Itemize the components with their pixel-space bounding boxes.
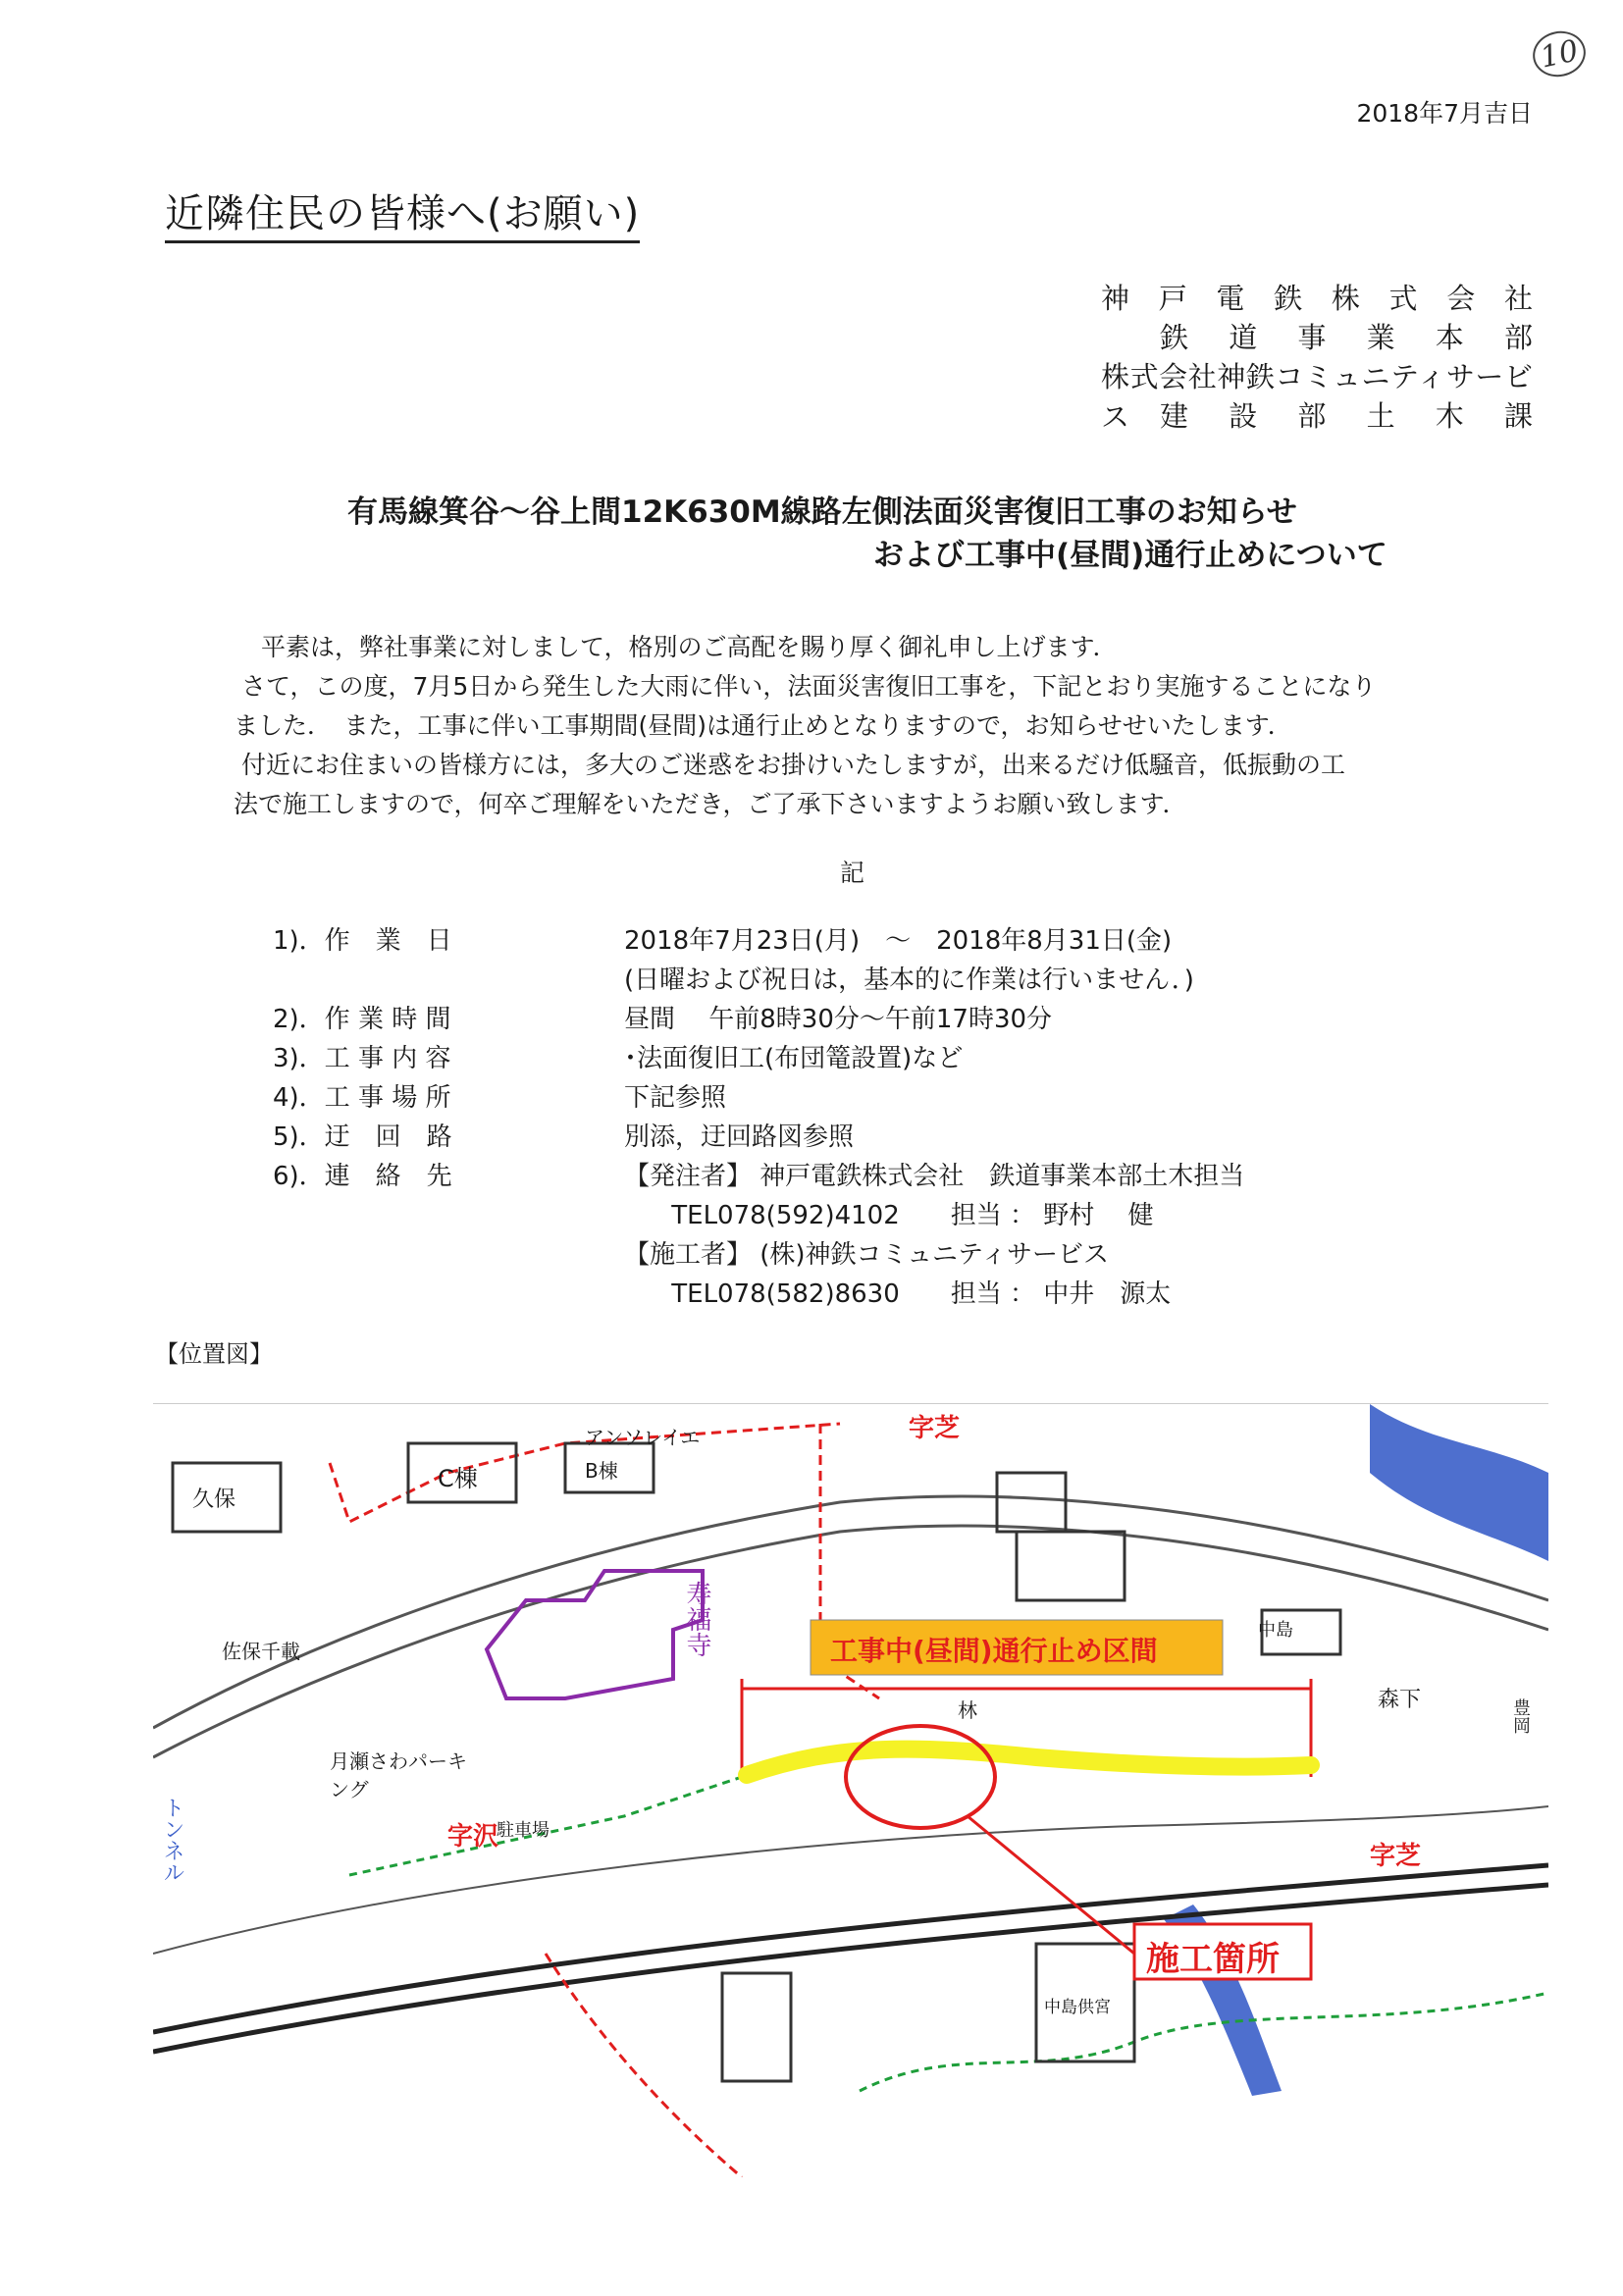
item-value: 下記参照 [624, 1083, 727, 1113]
temple-building [487, 1571, 703, 1698]
place-toyooka: 豊岡 [1510, 1698, 1531, 1734]
road-middle [153, 1806, 1548, 1954]
green-line [860, 1993, 1548, 2091]
item-value: 【施工者】 (株)神鉄コミュニティサービス [624, 1240, 1109, 1270]
site-label: 施工箇所 [1146, 1940, 1280, 1979]
salutation-heading: 近隣住民の皆様へ(お願い) [165, 183, 640, 243]
page-number-stamp: 10 [1529, 26, 1590, 81]
place-tunnel: トンネル [160, 1797, 184, 1883]
item-value: 【発注者】 神戸電鉄株式会社 鉄道事業本部土木担当 [624, 1162, 1245, 1191]
place-parking-tsukigase: 月瀬さわパーキング [330, 1749, 467, 1801]
document-date: 2018年7月吉日 [1356, 99, 1533, 128]
place-ansoleil: アンソレイエ [585, 1426, 701, 1449]
notice-title-line2: および工事中(昼間)通行止めについて [873, 538, 1387, 573]
railway-line [153, 1885, 1548, 2052]
place-aza-sawa: 字沢 [447, 1822, 499, 1852]
building [997, 1473, 1066, 1532]
item-label: 3)．工 事 内 容 [273, 1044, 451, 1073]
building [1017, 1532, 1125, 1600]
place-aza-shiba-top: 字芝 [909, 1414, 961, 1443]
place-temple: 寿福寺 [682, 1581, 711, 1657]
item-value: (日曜および祝日は，基本的に作業は行いません．) [624, 965, 1194, 995]
place-sahochitose: 佐保千載 [222, 1640, 300, 1663]
sender-subsidiary: 株式会社神鉄コミュニティサービス [1101, 360, 1533, 434]
place-nakajima2: 中島供宮 [1044, 1998, 1111, 2017]
place-morishita: 森下 [1378, 1688, 1422, 1712]
item-value: 別添，迂回路図参照 [624, 1122, 855, 1152]
river-top [1370, 1404, 1548, 1561]
sender-division: 鉄道事業本部 [1160, 321, 1533, 354]
location-map [153, 1403, 1548, 2177]
closure-label: 工事中(昼間)通行止め区間 [830, 1635, 1158, 1667]
item-label: 6)．連 絡 先 [273, 1162, 452, 1191]
item-value: 昼間 午前8時30分〜午前17時30分 [624, 1005, 1053, 1034]
place-nakajima: 中島 [1258, 1620, 1293, 1641]
item-label: 2)．作 業 時 間 [273, 1005, 451, 1034]
item-value: ･法面復旧工(布団篭設置)など [624, 1044, 964, 1073]
ki-heading: 記 [840, 859, 865, 887]
item-label: 4)．工 事 場 所 [273, 1083, 451, 1113]
item-value: TEL078(582)8630 担当 ： 中井 源太 [638, 1279, 1172, 1309]
item-label: 1)．作 業 日 [273, 926, 452, 956]
place-parking: 駐車場 [497, 1820, 550, 1841]
item-value: TEL078(592)4102 担当 ： 野村 健 [638, 1201, 1154, 1230]
place-kubo: 久保 [192, 1487, 236, 1512]
building [722, 1973, 791, 2081]
place-c-building: C棟 [438, 1465, 478, 1492]
body-line: 平素は，弊社事業に対しまして，格別のご高配を賜り厚く御礼申し上げます． [261, 633, 1118, 661]
place-b-building: B棟 [585, 1459, 618, 1483]
place-aza-shiba-right: 字芝 [1370, 1842, 1422, 1871]
body-line: 付近にお住まいの皆様方には，多大のご迷惑をお掛けいたしますが，出来るだけ低騒音，低振動の工 [241, 751, 1346, 779]
body-line: ました． また，工事に伴い工事期間(昼間)は通行止めとなりますので，お知らせせいたします． [234, 711, 1292, 740]
place-hayashi: 林 [958, 1698, 977, 1722]
item-label: 5)．迂 回 路 [273, 1122, 452, 1152]
notice-title-line1: 有馬線箕谷〜谷上間12K630M線路左側法面災害復旧工事のお知らせ [347, 495, 1297, 530]
sender-company: 神戸電鉄株式会社 [1101, 282, 1533, 315]
body-line: さて，この度，7月5日から発生した大雨に伴い，法面災害復旧工事を，下記とおり実施することになり [241, 672, 1377, 701]
closure-section [747, 1749, 1311, 1775]
body-line: 法で施工しますので，何卒ご理解をいただき，ご了承下さいますようお願い致します． [234, 790, 1187, 818]
map-caption: 【位置図】 [155, 1340, 273, 1368]
boundary-line [546, 1954, 742, 2177]
sender-department: 建設部土木課 [1160, 399, 1533, 433]
item-value: 2018年7月23日(月) 〜 2018年8月31日(金) [624, 926, 1173, 956]
